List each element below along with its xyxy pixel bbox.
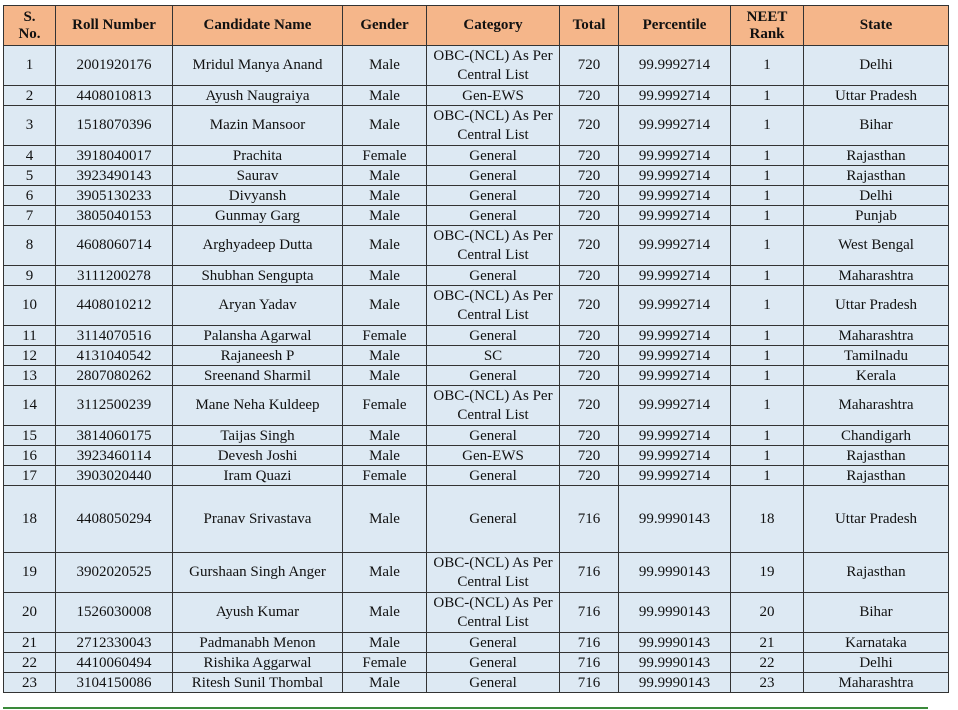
cell-candidate-name: Shubhan Sengupta [173, 266, 343, 286]
cell-gender: Male [343, 186, 427, 206]
cell-neet-rank: 1 [731, 266, 804, 286]
cell-sno: 12 [4, 346, 56, 366]
cell-percentile: 99.9990143 [619, 653, 731, 673]
table-row [4, 266, 949, 286]
header-total: Total [560, 6, 619, 46]
cell-state: Bihar [804, 593, 949, 633]
cell-total: 720 [560, 226, 619, 266]
header-roll-number: Roll Number [56, 6, 173, 46]
cell-total: 720 [560, 466, 619, 486]
cell-roll-number: 3805040153 [56, 206, 173, 226]
cell-total: 720 [560, 366, 619, 386]
cell-total: 720 [560, 166, 619, 186]
cell-roll-number: 4410060494 [56, 653, 173, 673]
cell-neet-rank: 23 [731, 673, 804, 693]
cell-roll-number: 4408050294 [56, 486, 173, 553]
cell-roll-number: 3114070516 [56, 326, 173, 346]
header-candidate-name: Candidate Name [173, 6, 343, 46]
cell-sno: 17 [4, 466, 56, 486]
cell-category: General [427, 166, 560, 186]
cell-candidate-name: Ritesh Sunil Thombal [173, 673, 343, 693]
cell-neet-rank: 1 [731, 226, 804, 266]
cell-candidate-name: Taijas Singh [173, 426, 343, 446]
table-row [4, 466, 949, 486]
cell-roll-number: 3814060175 [56, 426, 173, 446]
cell-percentile: 99.9992714 [619, 46, 731, 86]
cell-gender: Male [343, 226, 427, 266]
cell-gender: Female [343, 386, 427, 426]
cell-sno: 14 [4, 386, 56, 426]
cell-total: 720 [560, 326, 619, 346]
cell-neet-rank: 1 [731, 426, 804, 446]
cell-sno: 1 [4, 46, 56, 86]
cell-gender: Male [343, 346, 427, 366]
cell-total: 720 [560, 86, 619, 106]
cell-percentile: 99.9992714 [619, 446, 731, 466]
cell-state: Kerala [804, 366, 949, 386]
cell-category: Gen-EWS [427, 446, 560, 466]
cell-category: General [427, 426, 560, 446]
cell-percentile: 99.9992714 [619, 226, 731, 266]
cell-roll-number: 4408010813 [56, 86, 173, 106]
cell-category: OBC-(NCL) As Per Central List [427, 386, 560, 426]
cell-category: General [427, 266, 560, 286]
cell-sno: 20 [4, 593, 56, 633]
cell-candidate-name: Iram Quazi [173, 466, 343, 486]
cell-gender: Male [343, 553, 427, 593]
cell-state: Bihar [804, 106, 949, 146]
cell-state: West Bengal [804, 226, 949, 266]
cell-state: Maharashtra [804, 386, 949, 426]
cell-category: General [427, 486, 560, 553]
cell-candidate-name: Arghyadeep Dutta [173, 226, 343, 266]
cell-percentile: 99.9990143 [619, 593, 731, 633]
cell-percentile: 99.9992714 [619, 346, 731, 366]
cell-neet-rank: 1 [731, 186, 804, 206]
cell-sno: 5 [4, 166, 56, 186]
cell-candidate-name: Ayush Kumar [173, 593, 343, 633]
cell-state: Karnataka [804, 633, 949, 653]
cell-roll-number: 3905130233 [56, 186, 173, 206]
cell-sno: 11 [4, 326, 56, 346]
cell-roll-number: 1518070396 [56, 106, 173, 146]
cell-total: 720 [560, 346, 619, 366]
cell-state: Rajasthan [804, 466, 949, 486]
cell-candidate-name: Mazin Mansoor [173, 106, 343, 146]
cell-total: 716 [560, 653, 619, 673]
cell-total: 720 [560, 426, 619, 446]
results-table [3, 5, 949, 693]
cell-sno: 10 [4, 286, 56, 326]
cell-roll-number: 3903020440 [56, 466, 173, 486]
cell-candidate-name: Sreenand Sharmil [173, 366, 343, 386]
cell-roll-number: 2807080262 [56, 366, 173, 386]
cell-gender: Female [343, 653, 427, 673]
table-row [4, 346, 949, 366]
cell-neet-rank: 1 [731, 366, 804, 386]
cell-neet-rank: 1 [731, 386, 804, 426]
cell-percentile: 99.9990143 [619, 633, 731, 653]
cell-total: 716 [560, 593, 619, 633]
cell-total: 716 [560, 486, 619, 553]
table-row [4, 206, 949, 226]
cell-gender: Male [343, 206, 427, 226]
cell-sno: 8 [4, 226, 56, 266]
cell-roll-number: 3104150086 [56, 673, 173, 693]
cell-neet-rank: 20 [731, 593, 804, 633]
cell-category: General [427, 466, 560, 486]
cell-gender: Female [343, 326, 427, 346]
table-row [4, 86, 949, 106]
cell-sno: 4 [4, 146, 56, 166]
cell-state: Uttar Pradesh [804, 286, 949, 326]
cell-neet-rank: 1 [731, 286, 804, 326]
cell-total: 716 [560, 633, 619, 653]
cell-state: Maharashtra [804, 266, 949, 286]
cell-category: General [427, 326, 560, 346]
cell-neet-rank: 18 [731, 486, 804, 553]
cell-neet-rank: 1 [731, 166, 804, 186]
table-row [4, 593, 949, 633]
cell-category: SC [427, 346, 560, 366]
cell-gender: Male [343, 286, 427, 326]
cell-neet-rank: 1 [731, 146, 804, 166]
cell-total: 720 [560, 46, 619, 86]
header-row [4, 6, 949, 46]
cell-gender: Male [343, 86, 427, 106]
table-row [4, 146, 949, 166]
cell-gender: Male [343, 486, 427, 553]
header-neet-rank: NEET Rank [731, 6, 804, 46]
cell-percentile: 99.9992714 [619, 106, 731, 146]
cell-gender: Male [343, 266, 427, 286]
cell-gender: Male [343, 426, 427, 446]
cell-sno: 7 [4, 206, 56, 226]
cell-neet-rank: 1 [731, 466, 804, 486]
cell-percentile: 99.9992714 [619, 366, 731, 386]
cell-gender: Male [343, 633, 427, 653]
cell-category: General [427, 633, 560, 653]
table-row [4, 106, 949, 146]
cell-candidate-name: Mane Neha Kuldeep [173, 386, 343, 426]
cell-category: General [427, 366, 560, 386]
cell-percentile: 99.9992714 [619, 286, 731, 326]
cell-percentile: 99.9990143 [619, 486, 731, 553]
cell-percentile: 99.9992714 [619, 206, 731, 226]
cell-candidate-name: Rishika Aggarwal [173, 653, 343, 673]
cell-neet-rank: 1 [731, 86, 804, 106]
table-row [4, 486, 949, 553]
cell-category: OBC-(NCL) As Per Central List [427, 553, 560, 593]
cell-candidate-name: Divyansh [173, 186, 343, 206]
cell-roll-number: 2712330043 [56, 633, 173, 653]
cell-candidate-name: Padmanabh Menon [173, 633, 343, 653]
header-gender: Gender [343, 6, 427, 46]
cell-state: Rajasthan [804, 166, 949, 186]
cell-total: 716 [560, 553, 619, 593]
table-header [4, 6, 949, 46]
table-row [4, 446, 949, 466]
cell-gender: Male [343, 673, 427, 693]
cell-state: Tamilnadu [804, 346, 949, 366]
cell-roll-number: 3918040017 [56, 146, 173, 166]
cell-sno: 15 [4, 426, 56, 446]
cell-percentile: 99.9992714 [619, 326, 731, 346]
cell-sno: 22 [4, 653, 56, 673]
cell-category: General [427, 653, 560, 673]
cell-state: Maharashtra [804, 673, 949, 693]
cell-sno: 23 [4, 673, 56, 693]
cell-roll-number: 3923490143 [56, 166, 173, 186]
cell-state: Delhi [804, 653, 949, 673]
cell-candidate-name: Rajaneesh P [173, 346, 343, 366]
table-row [4, 653, 949, 673]
cell-gender: Male [343, 46, 427, 86]
cell-total: 720 [560, 106, 619, 146]
cell-total: 720 [560, 386, 619, 426]
cell-category: General [427, 146, 560, 166]
cell-gender: Male [343, 366, 427, 386]
cell-roll-number: 3111200278 [56, 266, 173, 286]
cell-category: Gen-EWS [427, 86, 560, 106]
cell-neet-rank: 1 [731, 346, 804, 366]
cell-roll-number: 4131040542 [56, 346, 173, 366]
table-body [4, 46, 949, 693]
cell-percentile: 99.9992714 [619, 146, 731, 166]
cell-percentile: 99.9992714 [619, 266, 731, 286]
cell-gender: Male [343, 593, 427, 633]
cell-sno: 18 [4, 486, 56, 553]
cell-roll-number: 3902020525 [56, 553, 173, 593]
table-row [4, 553, 949, 593]
cell-candidate-name: Mridul Manya Anand [173, 46, 343, 86]
cell-candidate-name: Pranav Srivastava [173, 486, 343, 553]
cell-total: 720 [560, 286, 619, 326]
cell-percentile: 99.9990143 [619, 553, 731, 593]
cell-roll-number: 3923460114 [56, 446, 173, 466]
cell-percentile: 99.9992714 [619, 386, 731, 426]
cell-candidate-name: Prachita [173, 146, 343, 166]
cell-sno: 19 [4, 553, 56, 593]
header-percentile: Percentile [619, 6, 731, 46]
cell-total: 720 [560, 206, 619, 226]
table-row [4, 326, 949, 346]
cell-neet-rank: 22 [731, 653, 804, 673]
cell-sno: 21 [4, 633, 56, 653]
cell-state: Delhi [804, 186, 949, 206]
header-category: Category [427, 6, 560, 46]
header-state: State [804, 6, 949, 46]
cell-neet-rank: 19 [731, 553, 804, 593]
cell-sno: 2 [4, 86, 56, 106]
cell-category: General [427, 186, 560, 206]
cell-sno: 13 [4, 366, 56, 386]
cell-percentile: 99.9992714 [619, 166, 731, 186]
cell-category: General [427, 206, 560, 226]
cell-roll-number: 4408010212 [56, 286, 173, 326]
table-row [4, 226, 949, 266]
bottom-rule [3, 707, 928, 709]
cell-state: Punjab [804, 206, 949, 226]
cell-state: Rajasthan [804, 146, 949, 166]
cell-roll-number: 1526030008 [56, 593, 173, 633]
cell-category: OBC-(NCL) As Per Central List [427, 226, 560, 266]
cell-state: Rajasthan [804, 446, 949, 466]
cell-state: Rajasthan [804, 553, 949, 593]
table-row [4, 633, 949, 653]
results-table-container [3, 5, 948, 693]
cell-total: 720 [560, 186, 619, 206]
cell-gender: Male [343, 166, 427, 186]
cell-state: Uttar Pradesh [804, 486, 949, 553]
cell-percentile: 99.9992714 [619, 466, 731, 486]
table-row [4, 46, 949, 86]
cell-category: OBC-(NCL) As Per Central List [427, 286, 560, 326]
cell-category: General [427, 673, 560, 693]
cell-total: 720 [560, 446, 619, 466]
cell-gender: Female [343, 146, 427, 166]
cell-roll-number: 4608060714 [56, 226, 173, 266]
cell-gender: Male [343, 106, 427, 146]
cell-total: 720 [560, 146, 619, 166]
cell-percentile: 99.9990143 [619, 673, 731, 693]
cell-candidate-name: Aryan Yadav [173, 286, 343, 326]
cell-roll-number: 3112500239 [56, 386, 173, 426]
table-row [4, 366, 949, 386]
cell-sno: 3 [4, 106, 56, 146]
cell-sno: 9 [4, 266, 56, 286]
cell-percentile: 99.9992714 [619, 426, 731, 446]
cell-state: Uttar Pradesh [804, 86, 949, 106]
cell-neet-rank: 1 [731, 106, 804, 146]
cell-category: OBC-(NCL) As Per Central List [427, 593, 560, 633]
cell-candidate-name: Palansha Agarwal [173, 326, 343, 346]
cell-neet-rank: 1 [731, 446, 804, 466]
cell-total: 716 [560, 673, 619, 693]
table-row [4, 426, 949, 446]
cell-sno: 6 [4, 186, 56, 206]
cell-candidate-name: Devesh Joshi [173, 446, 343, 466]
cell-sno: 16 [4, 446, 56, 466]
cell-neet-rank: 21 [731, 633, 804, 653]
table-row [4, 286, 949, 326]
cell-percentile: 99.9992714 [619, 186, 731, 206]
table-row [4, 166, 949, 186]
cell-total: 720 [560, 266, 619, 286]
cell-gender: Male [343, 446, 427, 466]
cell-state: Maharashtra [804, 326, 949, 346]
cell-neet-rank: 1 [731, 326, 804, 346]
table-row [4, 386, 949, 426]
cell-candidate-name: Saurav [173, 166, 343, 186]
cell-candidate-name: Gurshaan Singh Anger [173, 553, 343, 593]
cell-state: Chandigarh [804, 426, 949, 446]
table-row [4, 673, 949, 693]
cell-candidate-name: Gunmay Garg [173, 206, 343, 226]
cell-neet-rank: 1 [731, 206, 804, 226]
cell-state: Delhi [804, 46, 949, 86]
header-sno: S. No. [4, 6, 56, 46]
cell-neet-rank: 1 [731, 46, 804, 86]
cell-category: OBC-(NCL) As Per Central List [427, 106, 560, 146]
cell-candidate-name: Ayush Naugraiya [173, 86, 343, 106]
cell-category: OBC-(NCL) As Per Central List [427, 46, 560, 86]
cell-gender: Female [343, 466, 427, 486]
cell-percentile: 99.9992714 [619, 86, 731, 106]
table-row [4, 186, 949, 206]
cell-roll-number: 2001920176 [56, 46, 173, 86]
